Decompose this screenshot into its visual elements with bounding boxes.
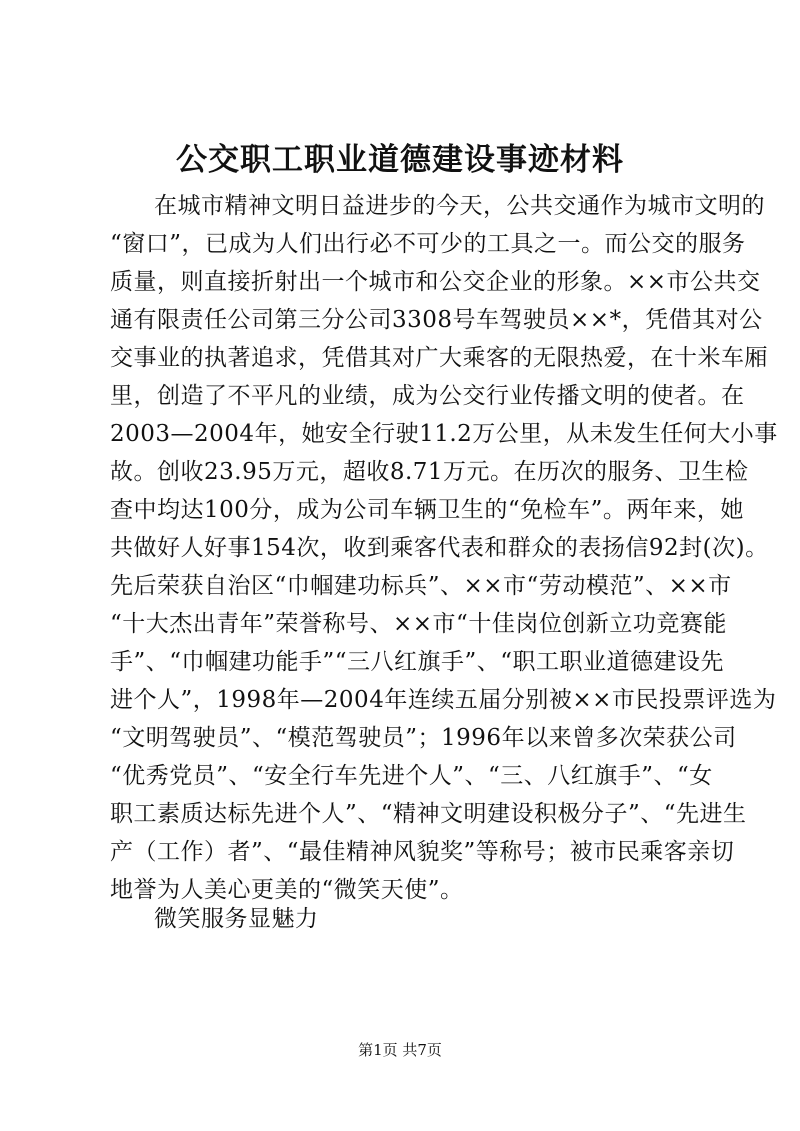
paragraph-line: “优秀党员”、“安全行车先进个人”、“三、八红旗手”、“女 [110,763,713,789]
paragraph-line: 质量，则直接折射出一个城市和公交企业的形象。××市公共交 [110,269,761,295]
paragraph-line: 交事业的执著追求，凭借其对广大乘客的无限热爱，在十米车厢 [110,345,768,371]
page-footer: 第1页 共7页 [358,1041,442,1059]
paragraph-line: 共做好人好事154次，收到乘客代表和群众的表扬信92封(次)。 [110,535,769,561]
paragraph-line: 在城市精神文明日益进步的今天，公共交通作为城市文明的 [154,193,765,219]
paragraph-line: 产（工作）者”、“最佳精神风貌奖”等称号；被市民乘客亲切 [110,839,735,865]
paragraph-line: “十大杰出青年”荣誉称号、××市“十佳岗位创新立功竞赛能 [110,611,727,637]
paragraph-line: 职工素质达标先进个人”、“精神文明建设积极分子”、“先进生 [110,801,747,827]
paragraph-line: 故。创收23.95万元，超收8.71万元。在历次的服务、卫生检 [110,459,749,485]
paragraph-line: 先后荣获自治区“巾帼建功标兵”、××市“劳动模范”、××市 [110,573,732,599]
paragraph-line: 地誉为人美心更美的“微笑天使”。 [110,877,464,903]
paragraph-line: 通有限责任公司第三分公司3308号车驾驶员××*，凭借其对公 [110,307,763,333]
document-title: 公交职工职业道德建设事迹材料 [176,142,624,178]
paragraph-line: 进个人”，1998年—2004年连续五届分别被××市民投票评选为 [110,687,777,713]
paragraph-line: 手”、“巾帼建功能手”“三八红旗手”、“职工职业道德建设先 [110,649,725,675]
section-heading: 微笑服务显魅力 [154,906,319,932]
paragraph-line: 里，创造了不平凡的业绩，成为公交行业传播文明的使者。在 [110,383,745,409]
paragraph-line: “窗口”，已成为人们出行必不可少的工具之一。而公交的服务 [110,231,746,257]
paragraph-line: 查中均达100分，成为公司车辆卫生的“免检车”。两年来，她 [110,497,744,523]
paragraph-line: “文明驾驶员”、“模范驾驶员”；1996年以来曾多次荣获公司 [110,725,737,751]
paragraph-line: 2003—2004年，她安全行驶11.2万公里，从未发生任何大小事 [110,421,778,447]
